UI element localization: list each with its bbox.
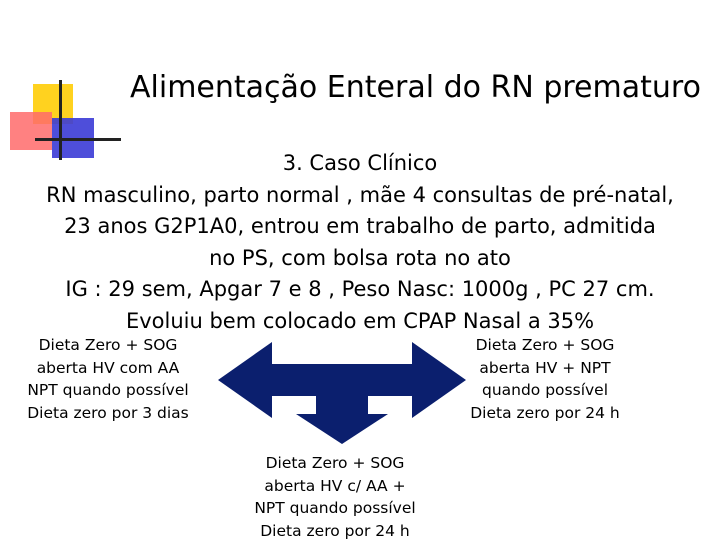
option-line: NPT quando possível: [14, 379, 202, 402]
case-line: RN masculino, parto normal , mãe 4 consultas de pré-natal,: [20, 180, 700, 212]
option-line: aberta HV + NPT: [455, 357, 635, 380]
case-line-heading: 3. Caso Clínico: [20, 148, 700, 180]
option-line: Dieta Zero + SOG: [455, 334, 635, 357]
option-line: Dieta zero por 24 h: [455, 402, 635, 425]
option-line: Dieta Zero + SOG: [240, 452, 430, 475]
case-line: 23 anos G2P1A0, entrou em trabalho de parto, admitida: [20, 211, 700, 243]
decor-horizontal-line: [35, 138, 121, 141]
option-line: Dieta zero por 24 h: [240, 520, 430, 542]
case-description: [20, 148, 700, 337]
case-line: IG : 29 sem, Apgar 7 e 8 , Peso Nasc: 1000g , PC 27 cm.: [20, 274, 700, 306]
three-way-arrow-shape: [218, 342, 466, 444]
option-line: Dieta Zero + SOG: [14, 334, 202, 357]
option-line: NPT quando possível: [240, 497, 430, 520]
option-line: aberta HV c/ AA +: [240, 475, 430, 498]
slide-title: Alimentação Enteral do RN prematuro: [130, 70, 690, 106]
case-line: no PS, com bolsa rota no ato: [20, 243, 700, 275]
option-line: quando possível: [455, 379, 635, 402]
option-box-left: [14, 334, 202, 424]
case-line: Evoluiu bem colocado em CPAP Nasal a 35%: [20, 306, 700, 338]
decor-red-square: [10, 112, 52, 150]
three-way-arrow-icon: [218, 342, 466, 444]
option-box-right: [455, 334, 635, 424]
option-box-bottom: [240, 452, 430, 542]
option-line: Dieta zero por 3 dias: [14, 402, 202, 425]
option-line: aberta HV com AA: [14, 357, 202, 380]
